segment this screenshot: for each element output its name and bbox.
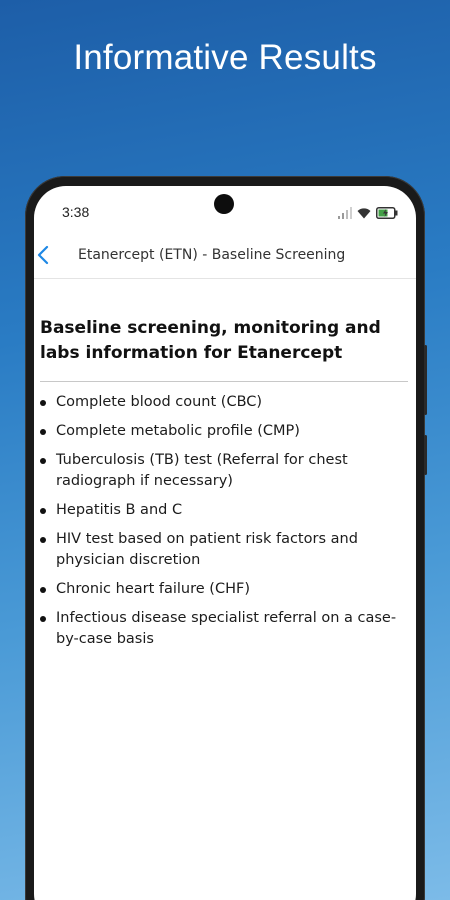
bullet-icon bbox=[40, 508, 46, 514]
page-title: Etanercept (ETN) - Baseline Screening bbox=[78, 247, 346, 263]
list-item-text: Infectious disease specialist referral on a case-by-case basis bbox=[56, 610, 397, 647]
list-item bbox=[40, 450, 410, 492]
list-item-text: Complete metabolic profile (CMP) bbox=[56, 423, 300, 439]
bullet-icon bbox=[40, 587, 46, 593]
bullet-icon bbox=[40, 616, 46, 622]
signal-icon bbox=[338, 204, 352, 223]
bullet-icon bbox=[40, 429, 46, 435]
phone-side-button bbox=[424, 435, 427, 475]
bullet-icon bbox=[40, 458, 46, 464]
section-title: Baseline screening, monitoring and labs information for Etanercept bbox=[40, 318, 381, 363]
promo-headline: Informative Results bbox=[73, 38, 377, 77]
list-item-text: Chronic heart failure (CHF) bbox=[56, 581, 250, 597]
list-item bbox=[40, 529, 410, 571]
back-button[interactable] bbox=[34, 242, 52, 272]
status-icons bbox=[338, 204, 398, 223]
screening-list bbox=[40, 392, 410, 650]
list-item-text: HIV test based on patient risk factors and physician discretion bbox=[56, 531, 358, 568]
phone-screen bbox=[34, 186, 416, 900]
bullet-icon bbox=[40, 537, 46, 543]
status-time: 3:38 bbox=[62, 204, 90, 220]
list-item-text: Hepatitis B and C bbox=[56, 502, 183, 518]
chevron-left-icon bbox=[37, 245, 49, 269]
main-content bbox=[40, 316, 410, 658]
app-bar bbox=[34, 236, 416, 279]
wifi-icon bbox=[357, 204, 371, 223]
list-item-text: Complete blood count (CBC) bbox=[56, 394, 263, 410]
phone-side-button bbox=[424, 345, 427, 415]
list-item-text: Tuberculosis (TB) test (Referral for chest radiograph if necessary) bbox=[56, 452, 348, 489]
list-item bbox=[40, 392, 410, 413]
battery-charging-icon bbox=[376, 204, 398, 223]
bullet-icon bbox=[40, 400, 46, 406]
list-item bbox=[40, 579, 410, 600]
status-bar bbox=[34, 186, 416, 234]
list-item bbox=[40, 500, 410, 521]
list-item bbox=[40, 421, 410, 442]
list-item bbox=[40, 608, 410, 650]
divider bbox=[40, 381, 408, 382]
